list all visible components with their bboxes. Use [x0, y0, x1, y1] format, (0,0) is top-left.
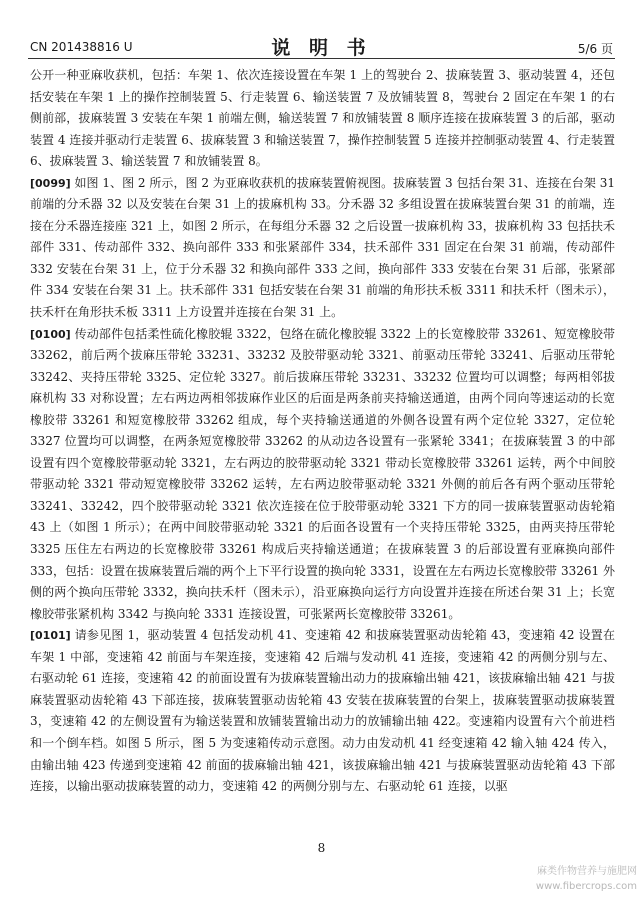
site-watermark — [536, 864, 637, 894]
paragraph-0101 — [30, 625, 615, 797]
paragraph-text: 如图 1、图 2 所示，图 2 为亚麻收获机的拔麻装置俯视图。拔麻装置 3 包括台架 31、连接在台架 31 前端的分禾器 32 以及安装在台架 31 上的拔麻机构 33。分禾器 32 多组设置在拔麻装置台架 31 的前端，连接在分禾器连接座 321 上，如图 2 所示，在每组分禾器 32 之后设置一拔麻机构 33，拔麻机构 33 包括扶禾部件 331、传动部件 332、换向部件 333 和张紧部件 334，扶禾部件 331 固定在台架 31 前端，传动部件 332 安装在台架 31 上，位于分禾器 32 和换向部件 333 之间，换向部件 333 安装在台架 31 后部，张紧部件 334 安装在台架 31 上。扶禾部件 331 包括安装在台架 31 前端的角形扶禾板 3311 和扶禾杆（图未示），扶禾杆在角形扶禾板 3311 上方设置并连接在台架 31 上。 — [30, 175, 615, 320]
header-divider — [28, 58, 615, 59]
paragraph-number: [0101] — [30, 629, 71, 643]
paragraph-number: [0099] — [30, 176, 71, 190]
document-body — [30, 65, 615, 798]
document-title: 说 明 书 — [271, 37, 372, 59]
page-number: 8 — [317, 841, 326, 855]
paragraph-0100 — [30, 324, 615, 626]
patent-number: CN 201438816 U — [30, 40, 133, 54]
watermark-url: www.fibercrops.com — [535, 881, 637, 892]
paragraph-text: 传动部件包括柔性硫化橡胶辊 3322，包络在硫化橡胶辊 3322 上的长宽橡胶带 33261、短宽橡胶带 33262，前后两个拔麻压带轮 33231、33232 及胶带驱动轮 3321、前驱动压带轮 33241、后驱动压带轮 33242、夹持压带轮 3325、定位轮 3327。前后拔麻压带轮 33231、33232 位置均可以调整；每两相邻拔麻机构 33 对称设置；左右两边两相邻拔麻作业区的后面是两条前夹持输送通道，由两个同向等速运动的长宽橡胶带 33261 和短宽橡胶带 33262 组成，每个夹持输送通道的外侧各设置有两个定位轮 3327，定位轮 3327 位置均可以调整，在两条短宽橡胶带 33262 的从动边各设置有一张紧轮 3341；在拔麻装置 3 的中部设置有四个宽橡胶带驱动轮 3321，左右两边的胶带驱动轮 3321 带动长宽橡胶带 33261 运转，两个中间胶带驱动轮 3321 带动短宽橡胶带 33262 运转，左右两边胶带驱动轮 3321 外侧的前后各有两个驱动压带轮 33241、33242，四个胶带驱动轮 3321 依次连接在位于胶带驱动轮 3321 下方的同一拔麻装置驱动齿轮箱 43 上（如图 1 所示）；在两中间胶带驱动轮 3321 的后面各设置有一个夹持压带轮 3325，由两夹持压带轮 3325 压住左右两边的长宽橡胶带 33261 构成后夹持输送通道；在拔麻装置 3 的后部设置有亚麻换向部件 333，包括：设置在拔麻装置后端的两个上下平行设置的换向轮 3331，设置在左右两边长宽橡胶带 33261 外侧的两个换向压带轮 3332，换向扶禾杆（图未示），沿亚麻换向运行方向设置并连接在所述台架 31 上；长宽橡胶带张紧机构 3342 与换向轮 3331 连接设置，可张紧两长宽橡胶带 33261。 — [30, 326, 615, 621]
page-counter: 5/6 页 — [577, 42, 613, 56]
paragraph-number: [0100] — [30, 327, 71, 341]
watermark-title: 麻类作物营养与施肥网 — [537, 866, 637, 877]
paragraph-text: 请参见图 1，驱动装置 4 包括发动机 41、变速箱 42 和拔麻装置驱动齿轮箱 43，变速箱 42 设置在车架 1 中部，变速箱 42 前面与车架连接，变速箱 42 后端与发动机 41 连接，变速箱 42 的两侧分别与左、右驱动轮 61 连接，变速箱 42 的前面设置有为拔麻装置输出动力的拔麻输出轴 421，该拔麻输出轴 421 与拔麻装置驱动齿轮箱 43 下部连接，拔麻装置驱动齿轮箱 43 安装在拔麻装置的台架上，拔麻装置驱动拔麻装置 3，变速箱 42 的左侧设置有为输送装置和放铺装置输出动力的放铺输出轴 422。变速箱内设置有六个前进档和一个倒车档。如图 5 所示，图 5 为变速箱传动示意图。动力由发动机 41 经变速箱 42 输入轴 424 传入，由输出轴 423 传递到变速箱 42 前面的拔麻输出轴 421，该拔麻输出轴 421 与拔麻装置驱动齿轮箱 43 下部连接，以输出驱动拔麻装置的动力，变速箱 42 的两侧分别与左、右驱动轮 61 连接，以驱 — [30, 628, 615, 794]
paragraph-0099 — [30, 173, 615, 324]
paragraph-continuation — [30, 65, 615, 173]
paragraph-text: 公开一种亚麻收获机，包括：车架 1、依次连接设置在车架 1 上的驾驶台 2、拔麻装置 3、驱动装置 4，还包括安装在车架 1 上的操作控制装置 5、行走装置 6、输送装置 7 及放铺装置 8，驾驶台 2 固定在车架 1 的右侧前部，拔麻装置 3 安装在车架 1 前端左侧，输送装置 7 和放铺装置 8 顺序连接在拔麻装置 3 的后部，驱动装置 4 连接并驱动行走装置 6、拔麻装置 3 和输送装置 7，操作控制装置 5 连接并控制驱动装置 4、行走装置 6、拔麻装置 3、输送装置 7 和放铺装置 8。 — [30, 68, 615, 169]
